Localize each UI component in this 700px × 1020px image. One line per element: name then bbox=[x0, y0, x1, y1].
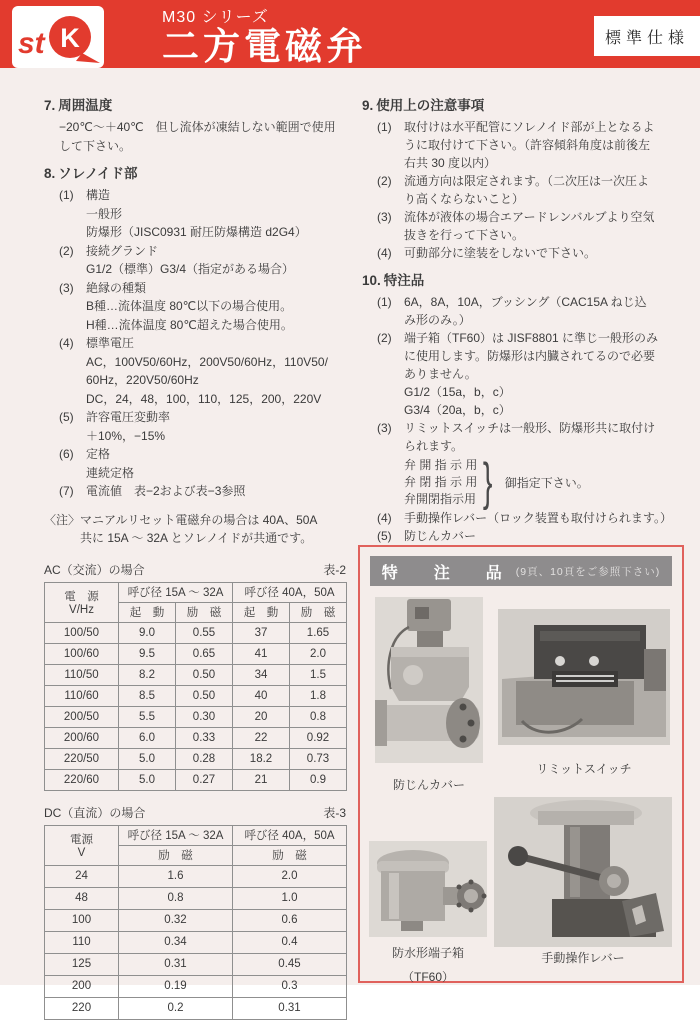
section-10-heading: 10. 特注品 bbox=[362, 273, 425, 288]
text-line: 防爆形（JISC0931 耐圧防爆構造 d2G4） bbox=[86, 225, 307, 239]
list-item: (2) 端子箱（TF60）は JISF8801 に準じ一般形のみ に使用します。防爆形は内臓されてるので必要 ありません。 G1/2（15a，b，c） G3/4（20a，b，c） bbox=[377, 329, 686, 419]
text-line: 標準電圧 bbox=[86, 336, 135, 350]
svg-text:K: K bbox=[60, 23, 80, 53]
text-line: 60Hz，220V50/60Hz bbox=[86, 373, 199, 387]
table-cell: 40 bbox=[233, 685, 290, 706]
figure-limit-switch bbox=[496, 609, 672, 777]
stk-logo-icon bbox=[16, 9, 100, 65]
table-cell: 1.0 bbox=[233, 887, 347, 909]
list-item: (5) 防じんカバー bbox=[377, 527, 686, 545]
table-cell: 220/50 bbox=[45, 748, 119, 769]
figure-manual-lever bbox=[492, 797, 674, 966]
photo-box-title: 特 注 品 bbox=[381, 564, 512, 582]
list-item: (4) 標準電圧 AC，100V50/60Hz，200V50/60Hz，110V50/ 60Hz，220V50/60Hz DC，24，48，100，110，125，200，220V bbox=[59, 334, 348, 408]
table-cell: 9.5 bbox=[119, 643, 176, 664]
dc-group-15-32: 呼び径 15A 〜 32A bbox=[119, 825, 233, 845]
table-cell: 100 bbox=[45, 909, 119, 931]
text-line: 弁 開 指 示 用 bbox=[404, 457, 478, 472]
text-line: 端子箱（TF60）は JISF8801 に準じ一般形のみ bbox=[404, 331, 659, 345]
table-row bbox=[45, 953, 347, 975]
text-line: 可動部分に塗装をしないで下さい。 bbox=[404, 246, 597, 260]
table-row bbox=[45, 622, 347, 643]
text-line: 流体が液体の場合エアードレンバルブより空気 bbox=[404, 210, 655, 224]
ac-col-power: 電 源 V/Hz bbox=[45, 582, 119, 622]
table-cell: 0.9 bbox=[290, 769, 347, 790]
table-row bbox=[45, 865, 347, 887]
ac-current-table bbox=[44, 582, 347, 791]
spec-badge: 標準仕様 bbox=[594, 16, 700, 56]
dust-cover-photo bbox=[375, 597, 483, 763]
table-cell: 22 bbox=[233, 727, 290, 748]
table-cell: 5.0 bbox=[119, 748, 176, 769]
text-line: 流通方向は限定されます。（二次圧は一次圧よ bbox=[404, 174, 650, 188]
limit-switch-photo bbox=[498, 609, 670, 745]
section-8-title: ソレノイド部 bbox=[58, 166, 138, 181]
table-cell: 220 bbox=[45, 997, 119, 1019]
list-item: (5) 許容電圧変動率 ＋10%，−15% bbox=[59, 408, 348, 445]
table-cell: 1.6 bbox=[119, 865, 233, 887]
text-line: 絶縁の種類 bbox=[86, 280, 147, 295]
ac-group-40-50: 呼び径 40A，50A bbox=[233, 582, 347, 602]
list-item: (2) 接続グランド G1/2（標準）G3/4（指定がある場合） bbox=[59, 242, 348, 279]
table-cell: 0.19 bbox=[119, 975, 233, 997]
table-cell: 8.2 bbox=[119, 664, 176, 685]
text-line: G3/4（20a，b，c） bbox=[404, 403, 511, 417]
list-item: (1) 構造 一般形 防爆形（JISC0931 耐圧防爆構造 d2G4） bbox=[59, 186, 348, 242]
text-line: 防じんカバー bbox=[404, 529, 477, 543]
table-row bbox=[45, 887, 347, 909]
text-line: AC，100V50/60Hz，200V50/60Hz，110V50/ bbox=[86, 354, 328, 369]
table-cell: 18.2 bbox=[233, 748, 290, 769]
table-cell: 0.73 bbox=[290, 748, 347, 769]
section-9-title: 使用上の注意事項 bbox=[376, 98, 485, 113]
list-item: (1) 6A，8A，10A，ブッシング（CAC15A ねじ込 み形のみ。） bbox=[377, 293, 686, 329]
table-row bbox=[45, 664, 347, 685]
ac-table-caption bbox=[44, 561, 346, 578]
dc-current-table bbox=[44, 825, 347, 1020]
list-item: (4) 手動操作レバー（ロック装置も取付けられます。） bbox=[377, 509, 686, 527]
ac-table-title: AC（交流）の場合 bbox=[44, 562, 145, 577]
caption-dust-cover: 防じんカバー bbox=[392, 778, 465, 792]
list-item: (6) 定格 連続定格 bbox=[59, 445, 348, 482]
table-cell: 0.31 bbox=[233, 997, 347, 1019]
ac-table-tag: 表-2 bbox=[323, 562, 346, 577]
table-cell: 0.27 bbox=[176, 769, 233, 790]
caption-limit-switch: リミットスイッチ bbox=[536, 762, 632, 776]
table-row bbox=[45, 727, 347, 748]
title-block bbox=[162, 4, 367, 67]
footnote: 〈注〉 マニアルリセット電磁弁の場合は 40A、50A 共に 15A 〜 32A とソレノイドが共通です。 bbox=[44, 511, 348, 548]
list-item: (4) 可動部分に塗装をしないで下さい。 bbox=[377, 244, 686, 262]
figure-terminal-box bbox=[368, 841, 488, 985]
company-logo bbox=[12, 6, 104, 68]
table-cell: 0.92 bbox=[290, 727, 347, 748]
table-cell: 0.30 bbox=[176, 706, 233, 727]
list-item: (2) 流通方向は限定されます。（二次圧は一次圧よ り高くならないこと） bbox=[377, 172, 686, 208]
brace-note: 御指定下さい。 bbox=[504, 475, 589, 490]
section-10-body bbox=[362, 293, 686, 545]
section-9-heading: 9. 使用上の注意事項 bbox=[362, 98, 485, 113]
table-cell: 0.50 bbox=[176, 685, 233, 706]
text-line: 接続グランド bbox=[86, 243, 159, 258]
text-line: 取付けは水平配管にソレノイド部が上となるよ bbox=[404, 120, 655, 134]
text-line: うに取付けて下さい。（許容傾斜角度は前後左 bbox=[404, 138, 651, 152]
table-row bbox=[45, 685, 347, 706]
table-cell: 2.0 bbox=[233, 865, 347, 887]
table-row bbox=[45, 748, 347, 769]
table-cell: 0.2 bbox=[119, 997, 233, 1019]
text-line: マニアルリセット電磁弁の場合は 40A、50A bbox=[80, 512, 318, 527]
table-cell: 220/60 bbox=[45, 769, 119, 790]
svg-text:st: st bbox=[18, 27, 45, 60]
text-line: 弁 閉 指 示 用 bbox=[404, 474, 478, 489]
text-line: B種…流体温度 80℃以下の場合使用。 bbox=[86, 299, 293, 313]
table-cell: 110/50 bbox=[45, 664, 119, 685]
text-line: ＋10%，−15% bbox=[86, 428, 166, 443]
text-line: 弁開閉指示用 bbox=[404, 491, 477, 506]
table-cell: 0.8 bbox=[290, 706, 347, 727]
ac-sub-hold2: 励 磁 bbox=[290, 602, 347, 622]
page-title: 二方電磁弁 bbox=[162, 26, 367, 67]
text-line: 電流値 表−2および表−3参照 bbox=[86, 484, 246, 498]
ac-sub-hold1: 励 磁 bbox=[176, 602, 233, 622]
table-cell: 24 bbox=[45, 865, 119, 887]
dc-group-40-50: 呼び径 40A，50A bbox=[233, 825, 347, 845]
table-cell: 0.33 bbox=[176, 727, 233, 748]
table-cell: 21 bbox=[233, 769, 290, 790]
text-line: 許容電圧変動率 bbox=[86, 410, 171, 424]
section-7-heading: 7. 周囲温度 bbox=[44, 98, 113, 113]
text-line: 共に 15A 〜 32A とソレノイドが共通です。 bbox=[80, 531, 313, 545]
table-cell: 0.50 bbox=[176, 664, 233, 685]
list-item: (7) 電流値 表−2および表−3参照 bbox=[59, 482, 348, 501]
table-row bbox=[45, 769, 347, 790]
text-line: H種…流体温度 80℃超えた場合使用。 bbox=[86, 317, 293, 332]
table-cell: 0.4 bbox=[233, 931, 347, 953]
table-cell: 2.0 bbox=[290, 643, 347, 664]
section-9-body bbox=[362, 118, 686, 262]
table-cell: 9.0 bbox=[119, 622, 176, 643]
section-10-title: 特注品 bbox=[383, 273, 425, 288]
indicator-options-group bbox=[404, 453, 686, 511]
caption-terminal-box-line1: 防水形端子箱 bbox=[391, 946, 464, 960]
table-cell: 0.3 bbox=[233, 975, 347, 997]
text-line: り高くならないこと） bbox=[404, 192, 525, 206]
section-8-heading: 8. ソレノイド部 bbox=[44, 166, 138, 181]
text-line: に使用します。防爆形は内臓されてるので必要 bbox=[404, 349, 656, 363]
table-cell: 48 bbox=[45, 887, 119, 909]
table-cell: 0.32 bbox=[119, 909, 233, 931]
dc-sub-hold1: 励 磁 bbox=[119, 845, 233, 865]
text-line: 右共 30 度以内） bbox=[404, 156, 497, 170]
table-cell: 200/60 bbox=[45, 727, 119, 748]
table-cell: 0.28 bbox=[176, 748, 233, 769]
table-cell: 37 bbox=[233, 622, 290, 643]
photo-box-header bbox=[370, 556, 672, 586]
brace-glyph: } bbox=[483, 453, 493, 511]
text-line: G1/2（標準）G3/4（指定がある場合） bbox=[86, 262, 295, 276]
table-row bbox=[45, 975, 347, 997]
table-cell: 1.5 bbox=[290, 664, 347, 685]
text-line: G1/2（15a，b，c） bbox=[404, 385, 511, 399]
text-line: 構造 bbox=[86, 188, 111, 202]
table-cell: 34 bbox=[233, 664, 290, 685]
table-cell: 0.31 bbox=[119, 953, 233, 975]
table-cell: 1.65 bbox=[290, 622, 347, 643]
table-cell: 0.34 bbox=[119, 931, 233, 953]
list-item: (3) 流体が液体の場合エアードレンバルブより空気 抜きを行って下さい。 bbox=[377, 208, 686, 244]
dc-col-power: 電源 V bbox=[45, 825, 119, 865]
table-cell: 200/50 bbox=[45, 706, 119, 727]
section-7-title: 周囲温度 bbox=[58, 98, 113, 113]
table-cell: 41 bbox=[233, 643, 290, 664]
text-line: −20℃〜＋40℃ 但し流体が凍結しない範囲で使用 bbox=[59, 120, 336, 134]
table-cell: 200 bbox=[45, 975, 119, 997]
text-line: して下さい。 bbox=[59, 138, 132, 153]
ac-sub-start1: 起 動 bbox=[119, 602, 176, 622]
text-line: 定格 bbox=[86, 447, 111, 461]
text-line: られます。 bbox=[404, 439, 464, 453]
table-cell: 1.8 bbox=[290, 685, 347, 706]
dc-table-caption bbox=[44, 804, 346, 821]
series-label: M30 シリーズ bbox=[162, 9, 269, 26]
table-cell: 6.0 bbox=[119, 727, 176, 748]
text-line: 抜きを行って下さい。 bbox=[404, 228, 525, 242]
text-line: ありません。 bbox=[404, 367, 477, 381]
terminal-box-photo bbox=[369, 841, 487, 937]
list-item: (3) リミットスイッチは一般形、防爆形共に取付け られます。 bbox=[377, 419, 686, 455]
table-row bbox=[45, 643, 347, 664]
table-cell: 0.8 bbox=[119, 887, 233, 909]
caption-manual-lever: 手動操作レバー bbox=[541, 951, 625, 965]
special-order-photo-box bbox=[358, 545, 684, 983]
left-column bbox=[44, 90, 348, 1020]
table-cell: 100/60 bbox=[45, 643, 119, 664]
text-line: み形のみ。） bbox=[404, 313, 471, 327]
text-line: 6A，8A，10A，ブッシング（CAC15A ねじ込 bbox=[404, 295, 647, 309]
table-cell: 110/60 bbox=[45, 685, 119, 706]
table-row bbox=[45, 931, 347, 953]
list-item: (3) 絶縁の種類 B種…流体温度 80℃以下の場合使用。 H種…流体温度 80℃超えた場合使用。 bbox=[59, 279, 348, 335]
dc-table-tag: 表-3 bbox=[323, 805, 346, 820]
table-cell: 100/50 bbox=[45, 622, 119, 643]
table-cell: 5.0 bbox=[119, 769, 176, 790]
table-cell: 125 bbox=[45, 953, 119, 975]
ac-sub-start2: 起 動 bbox=[233, 602, 290, 622]
table-cell: 20 bbox=[233, 706, 290, 727]
section-7-body bbox=[44, 118, 348, 155]
photo-box-note: (9頁、10頁をご参照下さい) bbox=[515, 565, 661, 578]
right-column bbox=[362, 90, 686, 545]
table-row bbox=[45, 997, 347, 1019]
figure-dust-cover bbox=[372, 597, 486, 793]
ac-table-body bbox=[45, 622, 347, 790]
dc-sub-hold2: 励 磁 bbox=[233, 845, 347, 865]
list-item: (1) 取付けは水平配管にソレノイド部が上となるよ うに取付けて下さい。（許容傾斜角度は前後左 右共 30 度以内） bbox=[377, 118, 686, 172]
table-row bbox=[45, 706, 347, 727]
table-cell: 0.55 bbox=[176, 622, 233, 643]
text-line: 一般形 bbox=[86, 206, 123, 221]
text-line: DC，24，48，100，110，125，200，220V bbox=[86, 391, 322, 406]
caption-terminal-box-line2: （TF60） bbox=[401, 970, 454, 984]
text-line: 手動操作レバー（ロック装置も取付けられます。） bbox=[404, 511, 672, 525]
dc-table-body bbox=[45, 865, 347, 1019]
text-line: リミットスイッチは一般形、防爆形共に取付け bbox=[404, 421, 656, 435]
table-cell: 0.45 bbox=[233, 953, 347, 975]
table-cell: 5.5 bbox=[119, 706, 176, 727]
table-cell: 0.65 bbox=[176, 643, 233, 664]
manual-lever-photo bbox=[494, 797, 672, 947]
table-cell: 8.5 bbox=[119, 685, 176, 706]
header-banner bbox=[0, 0, 700, 68]
table-cell: 110 bbox=[45, 931, 119, 953]
table-row bbox=[45, 909, 347, 931]
text-line: 連続定格 bbox=[86, 465, 135, 480]
dc-table-title: DC（直流）の場合 bbox=[44, 805, 146, 820]
table-cell: 0.6 bbox=[233, 909, 347, 931]
section-8-body bbox=[44, 186, 348, 501]
ac-group-15-32: 呼び径 15A 〜 32A bbox=[119, 582, 233, 602]
